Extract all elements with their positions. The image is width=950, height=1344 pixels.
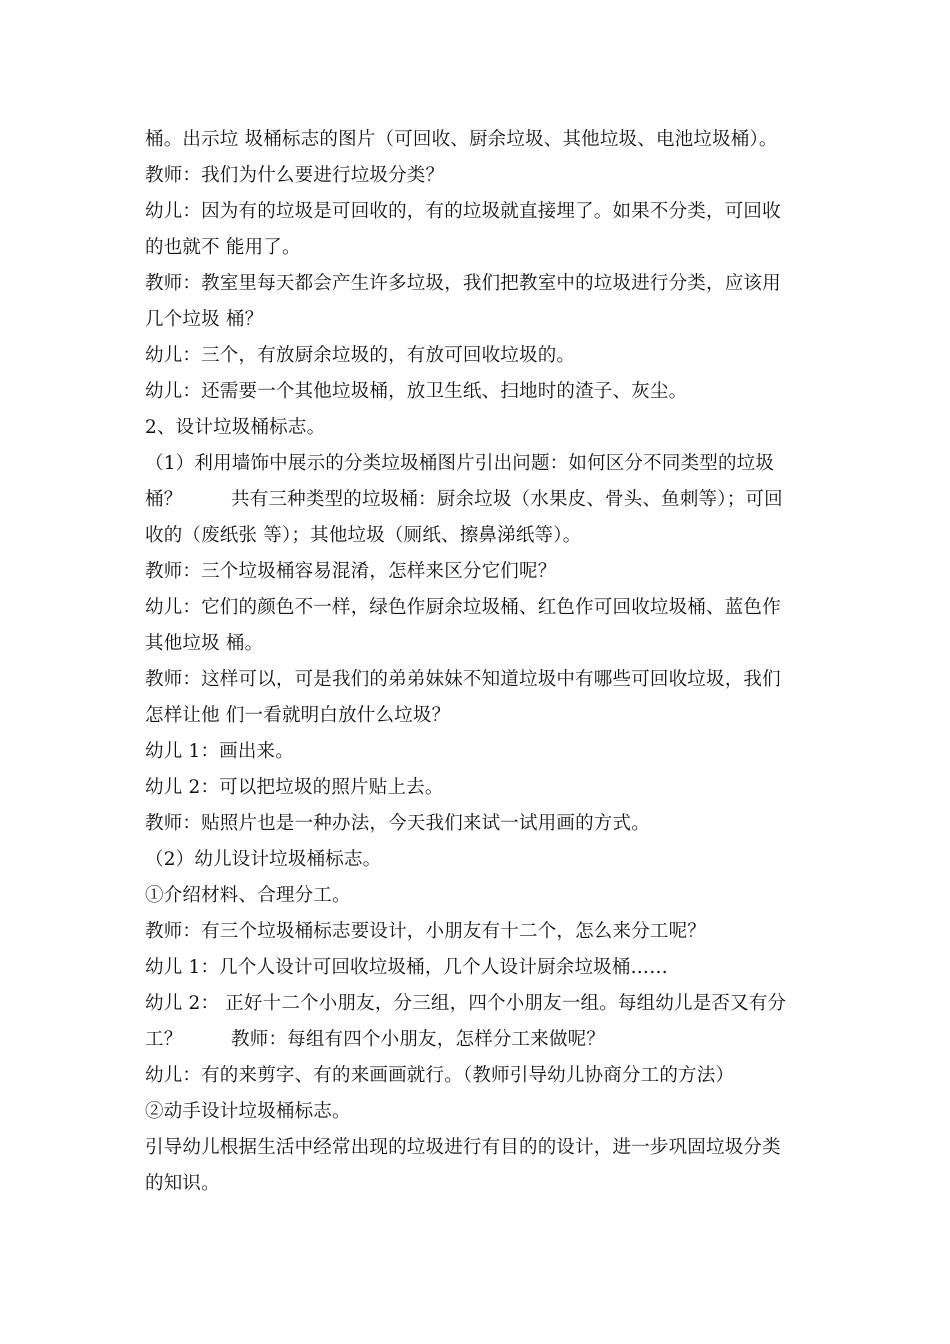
section-heading: 2、设计垃圾桶标志。 [145,417,326,438]
text-line: 幼儿 2：可以把垃圾的照片贴上去。 [145,777,444,798]
text-line: 怎样让他 们一看就明白放什么垃圾？ [145,705,451,726]
text-line: 引导幼儿根据生活中经常出现的垃圾进行有目的的设计，进一步巩固垃圾分类 [145,1137,781,1158]
text-line: 教师：我们为什么要进行垃圾分类？ [145,165,445,186]
text-line: 幼儿：还需要一个其他垃圾桶，放卫生纸、扫地时的渣子、灰尘。 [145,381,688,402]
text-line: 幼儿：它们的颜色不一样，绿色作厨余垃圾桶、红色作可回收垃圾桶、蓝色作 [145,597,781,618]
text-line: 其他垃圾 桶。 [145,633,264,654]
text-line: ②动手设计垃圾桶标志。 [145,1101,351,1122]
text-line: 教师：三个垃圾桶容易混淆，怎样来区分它们呢？ [145,561,557,582]
text-line: （1）利用墙饰中展示的分类垃圾桶图片引出问题：如何区分不同类型的垃圾 [145,453,775,474]
text-line: ①介绍材料、合理分工。 [145,885,351,906]
text-line: 的知识。 [145,1173,220,1194]
text-line: 收的（废纸张 等）；其他垃圾（厕纸、擦鼻涕纸等）。 [145,525,582,546]
text-line: 教师：有三个垃圾桶标志要设计，小朋友有十二个，怎么来分工呢？ [145,921,707,942]
text-line: 的也就不 能用了。 [145,237,301,258]
text-line: 幼儿 1：几个人设计可回收垃圾桶，几个人设计厨余垃圾桶…… [145,957,668,978]
text-line: 桶。出示垃 圾桶标志的图片（可回收、厨余垃圾、其他垃圾、电池垃圾桶）。 [145,129,778,150]
text-line: 教师：教室里每天都会产生许多垃圾，我们把教室中的垃圾进行分类，应该用 [145,273,781,294]
text-line: 幼儿 2： 正好十二个小朋友，分三组，四个小朋友一组。每组幼儿是否又有分 [145,993,787,1014]
text-line: 教师：这样可以，可是我们的弟弟妹妹不知道垃圾中有哪些可回收垃圾，我们 [145,669,781,690]
text-line: 幼儿：有的来剪字、有的来画画就行。（教师引导幼儿协商分工的方法） [145,1065,735,1086]
text-line: 几个垃圾 桶？ [145,309,264,330]
text-line: 幼儿 1：画出来。 [145,741,294,762]
text-line: 教师：贴照片也是一种办法，今天我们来试一试用画的方式。 [145,813,650,834]
text-line: 幼儿：三个，有放厨余垃圾的，有放可回收垃圾的。 [145,345,576,366]
text-line: 桶？ 共有三种类型的垃圾桶：厨余垃圾（水果皮、骨头、鱼刺等）；可回 [145,489,783,510]
section-heading: （2）幼儿设计垃圾桶标志。 [145,849,382,870]
text-line: 幼儿：因为有的垃圾是可回收的，有的垃圾就直接埋了。如果不分类，可回收 [145,201,781,222]
text-line: 工？ 教师：每组有四个小朋友，怎样分工来做呢？ [145,1029,606,1050]
